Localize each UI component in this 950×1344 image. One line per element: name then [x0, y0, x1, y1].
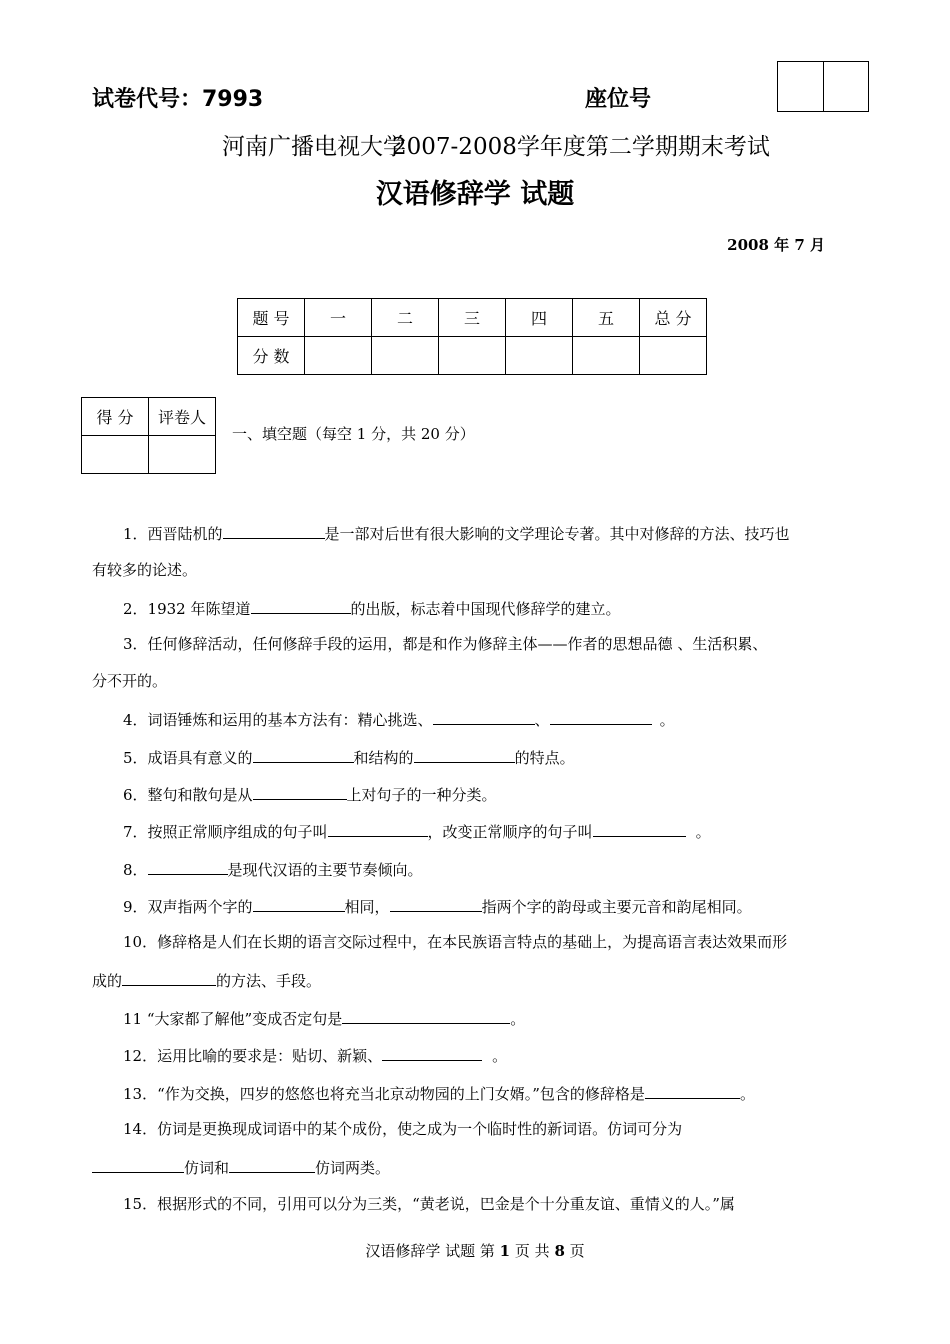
question-10: 10．修辞格是人们在长期的语言交际过程中，在本民族语言特点的基础上，为提高语言表达效果而形: [123, 933, 788, 951]
score-cell[interactable]: [506, 337, 573, 375]
question-3: 3．任何修辞活动，任何修辞手段的运用，都是和作为修辞主体——作者的思想品德 、生活积累、: [123, 635, 768, 653]
question-12: 12．运用比喻的要求是：贴切、新颖、 。: [123, 1044, 507, 1066]
question-3-cont: 分不开的。: [92, 672, 168, 690]
score-row-label: 分 数: [238, 337, 305, 375]
answer-blank[interactable]: [92, 1156, 184, 1173]
answer-blank[interactable]: [223, 522, 325, 539]
page-total: 8: [554, 1242, 565, 1260]
answer-blank[interactable]: [122, 969, 216, 986]
question-1-cont: 有较多的论述。: [92, 561, 198, 579]
score-header-3: 三: [439, 299, 506, 337]
question-11: 11 “大家都了解他”变成否定句是 。: [123, 1007, 525, 1029]
grader-table: [81, 397, 216, 474]
question-2: 2．1932 年陈望道 的出版，标志着中国现代修辞学的建立。: [123, 597, 621, 619]
score-cell[interactable]: [573, 337, 640, 375]
question-14-cont: 仿词和 仿词两类。: [92, 1156, 390, 1178]
section-score-cell[interactable]: [82, 436, 149, 474]
question-4: 4．词语锤炼和运用的基本方法有：精心挑选、 、 。: [123, 708, 675, 730]
answer-blank[interactable]: [251, 597, 351, 614]
answer-blank[interactable]: [414, 746, 515, 763]
answer-blank[interactable]: [342, 1007, 510, 1024]
section-title: 一、填空题（每空 1 分，共 20 分）: [232, 425, 475, 443]
answer-blank[interactable]: [328, 820, 428, 837]
score-header-total: 总 分: [640, 299, 707, 337]
question-1: 1．西晋陆机的 是一部对后世有很大影响的文学理论专著。其中对修辞的方法、技巧也: [123, 522, 790, 544]
answer-blank[interactable]: [382, 1044, 482, 1061]
score-header-4: 四: [506, 299, 573, 337]
answer-blank[interactable]: [550, 708, 652, 725]
answer-blank[interactable]: [433, 708, 535, 725]
score-header-5: 五: [573, 299, 640, 337]
grader-cell[interactable]: [149, 436, 216, 474]
question-6: 6．整句和散句是从 上对句子的一种分类。: [123, 783, 497, 805]
question-9: 9．双声指两个字的 相同， 指两个字的韵母或主要元音和韵尾相同。: [123, 895, 752, 917]
exam-term: 2007-2008学年度第二学期期末考试: [392, 134, 770, 160]
answer-blank[interactable]: [593, 820, 686, 837]
seat-number-box[interactable]: [777, 61, 869, 112]
grader-label: 评卷人: [149, 398, 216, 436]
answer-blank[interactable]: [390, 895, 482, 912]
score-table: [237, 298, 707, 375]
seat-label: 座位号: [585, 87, 652, 112]
question-10-cont: 成的 的方法、手段。: [92, 969, 321, 991]
answer-blank[interactable]: [253, 783, 347, 800]
answer-blank[interactable]: [253, 895, 345, 912]
score-label: 得 分: [82, 398, 149, 436]
answer-blank[interactable]: [148, 858, 228, 875]
exam-date: 2008 年 7 月: [727, 236, 825, 254]
score-cell[interactable]: [372, 337, 439, 375]
question-8: 8． 是现代汉语的主要节奏倾向。: [123, 858, 423, 880]
exam-title: 汉语修辞学 试题: [375, 179, 575, 210]
question-14: 14．仿词是更换现成词语中的某个成份，使之成为一个临时性的新词语。仿词可分为: [123, 1120, 683, 1138]
page-footer: 汉语修辞学 试题 第 1 页 共 8 页: [365, 1242, 585, 1260]
score-header-2: 二: [372, 299, 439, 337]
score-cell[interactable]: [305, 337, 372, 375]
score-cell[interactable]: [640, 337, 707, 375]
question-13: 13．“作为交换，四岁的悠悠也将充当北京动物园的上门女婿。”包含的修辞格是 。: [123, 1082, 755, 1104]
question-5: 5．成语具有意义的 和结构的 的特点。: [123, 746, 575, 768]
paper-code: 试卷代号：7993: [92, 87, 264, 112]
question-15: 15．根据形式的不同，引用可以分为三类，“黄老说，巴金是个十分重友谊、重情义的人。”属: [123, 1195, 735, 1213]
question-7: 7．按照正常顺序组成的句子叫 ，改变正常顺序的句子叫 。: [123, 820, 711, 842]
score-header-1: 一: [305, 299, 372, 337]
score-cell[interactable]: [439, 337, 506, 375]
score-header-label: 题 号: [238, 299, 305, 337]
page-number: 1: [499, 1242, 511, 1260]
answer-blank[interactable]: [645, 1082, 740, 1099]
answer-blank[interactable]: [253, 746, 354, 763]
answer-blank[interactable]: [229, 1156, 315, 1173]
university-name: 河南广播电视大学: [222, 134, 406, 160]
